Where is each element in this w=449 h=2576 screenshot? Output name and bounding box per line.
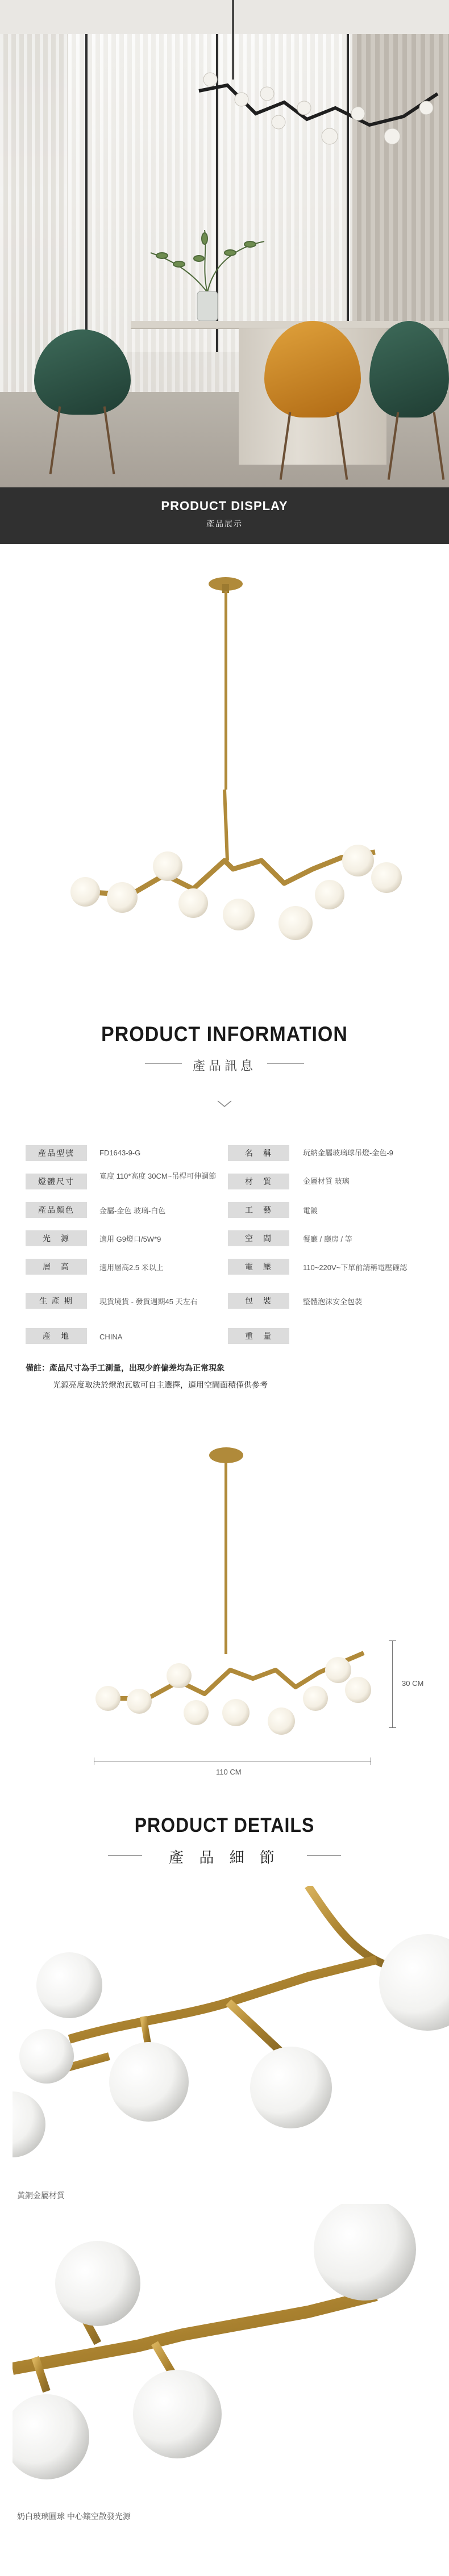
chevron-down-icon — [217, 1100, 232, 1108]
hero-room-photo — [0, 0, 449, 487]
spec-value: FD1643-9-G — [99, 1149, 141, 1157]
spec-label: 層 高 — [26, 1259, 87, 1275]
spec-label: 材 質 — [228, 1174, 289, 1189]
spec-value: 適用層高2.5 米以上 — [99, 1263, 164, 1272]
spec-row — [26, 1142, 423, 1164]
detail-caption-2: 奶白玻璃圓球 中心鑲空散發光源 — [17, 2512, 131, 2521]
spec-label: 生 產 期 — [26, 1293, 87, 1309]
spec-label: 電 壓 — [228, 1259, 289, 1275]
spec-label: 名 稱 — [228, 1145, 289, 1161]
plant-vase — [145, 224, 270, 321]
spec-value: 現貨境貨 - 發貨週期45 天左右 — [99, 1297, 198, 1306]
product-photo-main — [57, 574, 409, 960]
spec-value: 電鍍 — [303, 1206, 318, 1215]
spec-label: 包 裝 — [228, 1293, 289, 1309]
spec-value: CHINA — [99, 1333, 123, 1341]
note-line-2: 光源亮度取決於燈泡瓦數可自主選擇，適用空間面積僅供參考 — [53, 1380, 268, 1389]
spec-value: 整體泡沫安全包裝 — [303, 1297, 363, 1306]
hero-pendant-lamp — [188, 0, 449, 159]
info-subtitle: 產品訊息 — [192, 1059, 256, 1073]
display-subtitle: 產品展示 — [206, 519, 243, 528]
spec-value: 110~220V~下單前請稱電壓確認 — [303, 1263, 408, 1272]
height-dimension-line — [392, 1640, 393, 1728]
spec-value: 金屬-金色 玻璃-白色 — [99, 1206, 166, 1215]
note-line-1: 備註：產品尺寸為手工測量，出現少許偏差均為正常現象 — [26, 1363, 224, 1372]
width-label: 110 CM — [216, 1768, 242, 1776]
spec-label: 空 間 — [228, 1230, 289, 1246]
spec-label: 產 地 — [26, 1328, 87, 1344]
window-frame — [85, 34, 88, 352]
details-title: PRODUCT DETAILS — [134, 1814, 315, 1836]
spec-label: 光 源 — [26, 1230, 87, 1246]
spec-row — [26, 1227, 423, 1250]
detail-caption-1: 黃銅金屬材質 — [17, 2191, 65, 2200]
spec-value: 寬度 110*高度 30CM~吊桿可伸調節 — [99, 1172, 217, 1180]
display-banner — [0, 487, 449, 544]
info-title: PRODUCT INFORMATION — [101, 1022, 348, 1046]
spec-label: 產品型號 — [26, 1145, 87, 1161]
spec-row — [26, 1255, 423, 1278]
dimension-tick — [389, 1640, 396, 1641]
spec-row — [26, 1170, 423, 1193]
spec-row — [26, 1325, 423, 1347]
product-photo-dimensions — [85, 1431, 381, 1750]
spec-value: 適用 G9燈口/5W*9 — [99, 1235, 161, 1243]
spec-value: 餐廳 / 廳房 / 等 — [303, 1235, 352, 1243]
detail-photo-brass — [13, 1886, 449, 2173]
spec-label: 燈體尺寸 — [26, 1174, 87, 1189]
spec-row — [26, 1289, 423, 1312]
display-title: PRODUCT DISPLAY — [161, 499, 288, 513]
height-label: 30 CM — [402, 1679, 424, 1688]
details-subtitle: 產 品 細 節 — [169, 1849, 280, 1866]
spec-value: 玩納金屬玻璃球吊燈-金色-9 — [303, 1149, 393, 1157]
spec-value: 金屬材質 玻璃 — [303, 1177, 350, 1185]
spec-label: 重 量 — [228, 1328, 289, 1344]
spec-label: 產品顏色 — [26, 1202, 87, 1218]
spec-label: 工 藝 — [228, 1202, 289, 1218]
spec-row — [26, 1199, 423, 1221]
detail-photo-glass — [13, 2204, 449, 2494]
dimension-tick — [389, 1727, 396, 1728]
